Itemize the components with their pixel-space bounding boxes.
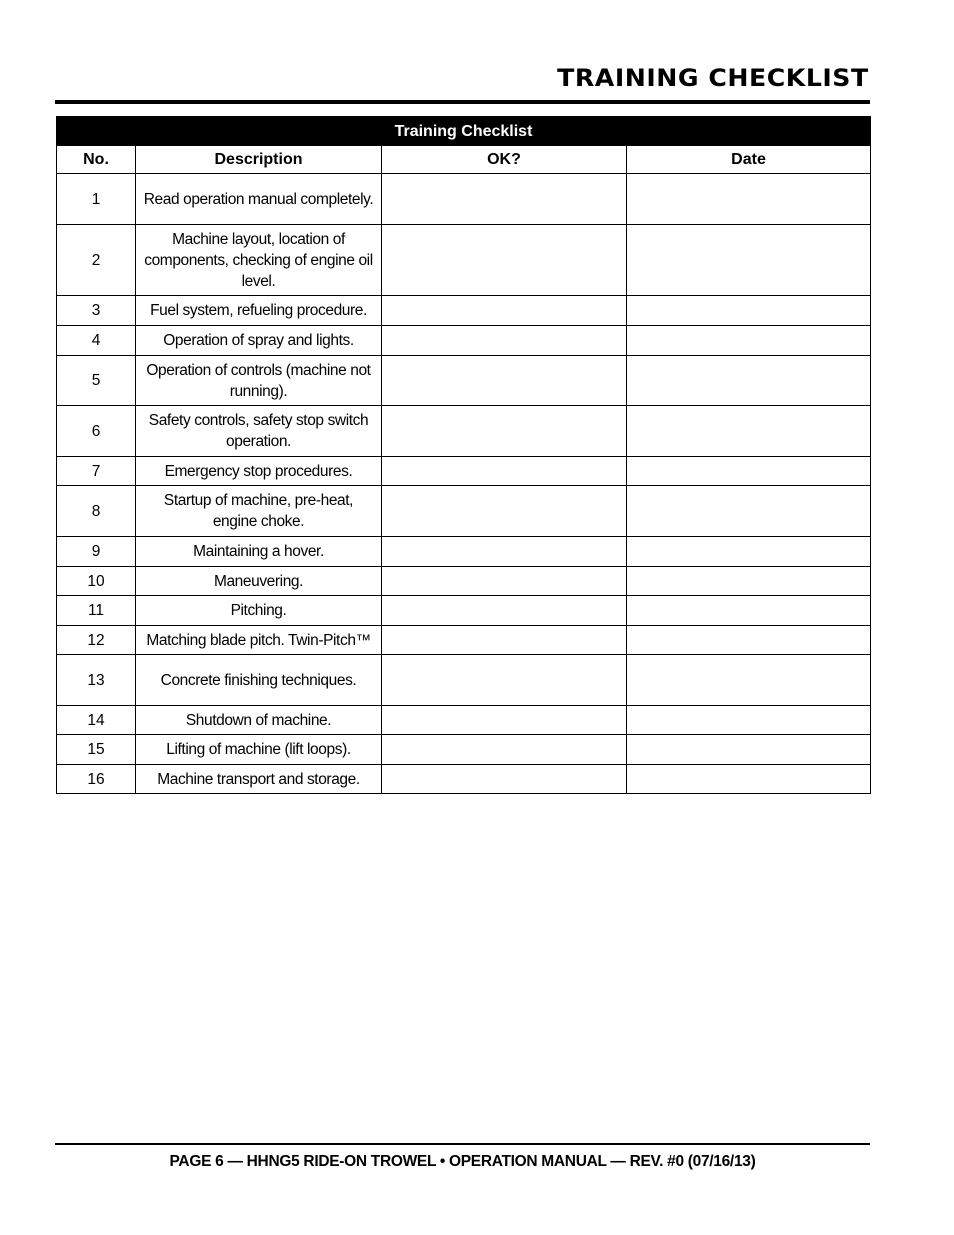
row-description: Lifting of machine (lift loops).: [136, 735, 382, 765]
row-description: Matching blade pitch. Twin-Pitch™: [136, 626, 382, 655]
table-row: [57, 626, 871, 655]
row-description: Startup of machine, pre-heat, engine choke.: [136, 486, 382, 537]
column-header-no: No.: [57, 146, 136, 174]
ok-cell[interactable]: [382, 655, 627, 706]
ok-cell[interactable]: [382, 567, 627, 596]
table-row: [57, 326, 871, 356]
ok-cell[interactable]: [382, 225, 627, 296]
date-cell[interactable]: [627, 296, 871, 326]
row-number: 6: [57, 406, 136, 457]
row-description: Maintaining a hover.: [136, 537, 382, 567]
row-description: Concrete finishing techniques.: [136, 655, 382, 706]
table-row: [57, 567, 871, 596]
ok-cell[interactable]: [382, 486, 627, 537]
row-number: 4: [57, 326, 136, 356]
table-row: [57, 174, 871, 225]
date-cell[interactable]: [627, 596, 871, 626]
date-cell[interactable]: [627, 626, 871, 655]
date-cell[interactable]: [627, 655, 871, 706]
row-description: Emergency stop procedures.: [136, 457, 382, 486]
row-description: Shutdown of machine.: [136, 706, 382, 735]
row-description: Maneuvering.: [136, 567, 382, 596]
table-row: [57, 735, 871, 765]
row-number: 11: [57, 596, 136, 626]
ok-cell[interactable]: [382, 626, 627, 655]
table-caption: Training Checklist: [57, 117, 871, 146]
date-cell[interactable]: [627, 225, 871, 296]
ok-cell[interactable]: [382, 457, 627, 486]
row-description: Read operation manual completely.: [136, 174, 382, 225]
date-cell[interactable]: [627, 486, 871, 537]
row-number: 14: [57, 706, 136, 735]
ok-cell[interactable]: [382, 406, 627, 457]
row-description: Fuel system, refueling procedure.: [136, 296, 382, 326]
row-description: Safety controls, safety stop switch operation.: [136, 406, 382, 457]
ok-cell[interactable]: [382, 596, 627, 626]
row-description: Machine layout, location of components, checking of engine oil level.: [136, 225, 382, 296]
row-description: Operation of spray and lights.: [136, 326, 382, 356]
ok-cell[interactable]: [382, 174, 627, 225]
table-row: [57, 486, 871, 537]
row-number: 13: [57, 655, 136, 706]
ok-cell[interactable]: [382, 356, 627, 406]
date-cell[interactable]: [627, 174, 871, 225]
date-cell[interactable]: [627, 326, 871, 356]
training-checklist-table: [56, 116, 871, 794]
date-cell[interactable]: [627, 706, 871, 735]
row-description: Operation of controls (machine not running).: [136, 356, 382, 406]
table-row: [57, 406, 871, 457]
row-number: 12: [57, 626, 136, 655]
row-number: 5: [57, 356, 136, 406]
date-cell[interactable]: [627, 406, 871, 457]
row-number: 9: [57, 537, 136, 567]
ok-cell[interactable]: [382, 296, 627, 326]
ok-cell[interactable]: [382, 765, 627, 794]
row-number: 15: [57, 735, 136, 765]
date-cell[interactable]: [627, 765, 871, 794]
table-row: [57, 296, 871, 326]
page-title: TRAINING CHECKLIST: [557, 64, 869, 92]
ok-cell[interactable]: [382, 706, 627, 735]
table-row: [57, 457, 871, 486]
date-cell[interactable]: [627, 457, 871, 486]
column-header-date: Date: [627, 146, 871, 174]
table-row: [57, 706, 871, 735]
table-row: [57, 655, 871, 706]
ok-cell[interactable]: [382, 537, 627, 567]
table-row: [57, 765, 871, 794]
row-number: 2: [57, 225, 136, 296]
row-number: 16: [57, 765, 136, 794]
column-header-ok: OK?: [382, 146, 627, 174]
date-cell[interactable]: [627, 356, 871, 406]
row-number: 1: [57, 174, 136, 225]
page-footer: PAGE 6 — HHNG5 RIDE-ON TROWEL • OPERATION MANUAL — REV. #0 (07/16/13): [169, 1153, 756, 1170]
row-description: Pitching.: [136, 596, 382, 626]
table-row: [57, 596, 871, 626]
ok-cell[interactable]: [382, 326, 627, 356]
table-row: [57, 225, 871, 296]
title-divider: [55, 100, 870, 104]
row-number: 8: [57, 486, 136, 537]
ok-cell[interactable]: [382, 735, 627, 765]
date-cell[interactable]: [627, 537, 871, 567]
row-description: Machine transport and storage.: [136, 765, 382, 794]
table-row: [57, 356, 871, 406]
date-cell[interactable]: [627, 735, 871, 765]
date-cell[interactable]: [627, 567, 871, 596]
row-number: 7: [57, 457, 136, 486]
table-row: [57, 537, 871, 567]
column-header-description: Description: [136, 146, 382, 174]
footer-divider: [55, 1143, 870, 1145]
row-number: 3: [57, 296, 136, 326]
row-number: 10: [57, 567, 136, 596]
